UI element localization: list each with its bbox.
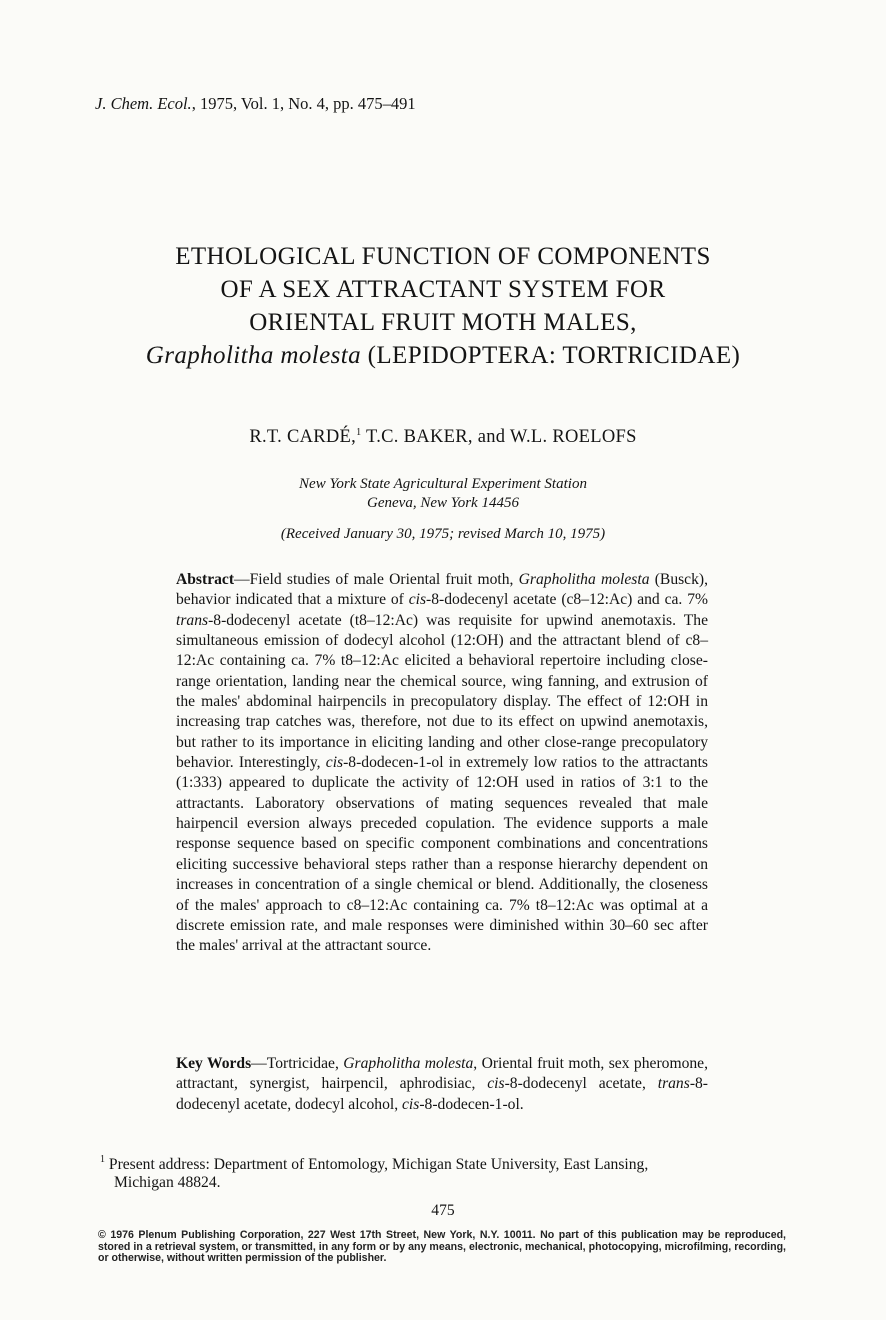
key-words-label: Key Words <box>176 1055 252 1072</box>
abstract-text-5: -8-dodecen-1-ol in extremely low ratios to the attractants (1:333) appeared to duplicate the activity of 12:OH used in ratios of 3:1 to the attractants. Laboratory observations of mating sequences revealed that male hairpencil eversion always preceded copulation. The evidence supports a male response sequence based on specific component combinations and concentrations eliciting successive behavioral steps rather than a response hierarchy dependent on increases in concentration of a single chemical or blend. Additionally, the closeness of the males' approach to c8–12:Ac containing ca. 7% t8–12:Ac was optimal at a discrete emission rate, and male responses were diminished within 30–60 sec after the males' arrival at the attractant source. <box>176 754 708 955</box>
keywords-italic-1: Grapholitha molesta <box>343 1055 474 1072</box>
footnote-mark: 1 <box>100 1154 105 1165</box>
footnote <box>100 1151 790 1192</box>
abstract-text-4: -8-dodecenyl acetate (t8–12:Ac) was requisite for upwind anemotaxis. The simultaneous emission of dodecyl alcohol (12:OH) and the attractant blend of c8–12:Ac containing ca. 7% t8–12:Ac elicited a behavioral repertoire including close-range orientation, landing near the chemical source, wing fanning, and extrusion of the males' abdominal hairpencils in precopulatory display. The effect of 12:OH in increasing trap catches was, therefore, not due to its effect on upwind anemotaxis, but rather to its importance in eliciting landing and other close-range precopulatory behavior. Interestingly, <box>176 611 708 772</box>
abstract-text-2: (Busck), behavior indicated that a mixture of <box>176 571 708 609</box>
citation-details: , 1975, Vol. 1, No. 4, pp. 475–491 <box>191 94 416 113</box>
abstract-text-3: -8-dodecenyl acetate (c8–12:Ac) and ca. 7% <box>426 591 708 609</box>
footnote-line-2: Michigan 48824. <box>114 1174 221 1191</box>
title-taxon: (LEPIDOPTERA: TORTRICIDAE) <box>361 342 741 369</box>
abstract-italic-1: Grapholitha molesta <box>518 571 650 588</box>
abstract-italic-2: cis <box>408 591 427 609</box>
keywords-text-5: -8-dodecen-1-ol. <box>419 1095 524 1113</box>
abstract-italic-3: trans <box>176 611 209 629</box>
abstract-label: Abstract <box>176 571 235 588</box>
title-line-3: ORIENTAL FRUIT MOTH MALES, <box>249 309 637 336</box>
keywords-italic-4: cis <box>402 1095 420 1113</box>
keywords-text-2: , Oriental fruit moth, sex pheromone, attractant, synergist, hairpencil, aphrodisiac, <box>176 1055 708 1093</box>
key-words <box>176 1054 708 1115</box>
copyright-notice: © 1976 Plenum Publishing Corporation, 227 West 17th Street, New York, N.Y. 10011. No part of this publication may be reproduced, stored in a retrieval system, or transmitted, in any form or by any means, electronic, mechanical, photocopying, microfilming, recording, or otherwise, without written permission of the publisher. <box>98 1229 786 1264</box>
abstract-text-1: —Field studies of male Oriental fruit moth, <box>234 571 519 588</box>
affiliation-line-1: New York State Agricultural Experiment Station <box>299 476 587 492</box>
author-1-footnote-mark: 1 <box>356 427 362 438</box>
title-line-2: OF A SEX ATTRACTANT SYSTEM FOR <box>220 276 666 303</box>
keywords-italic-2: cis <box>487 1075 505 1093</box>
keywords-text-4: -8-dodecenyl acetate, dodecyl alcohol, <box>176 1075 708 1113</box>
affiliation-line-2: Geneva, New York 14456 <box>367 495 519 511</box>
paper-title <box>60 240 826 372</box>
keywords-text-3: -8-dodecenyl acetate, <box>504 1075 658 1093</box>
received-dates: (Received January 30, 1975; revised March 10, 1975) <box>280 526 606 542</box>
journal-citation <box>95 94 416 114</box>
keywords-italic-3: trans <box>657 1075 690 1093</box>
footnote-line-1: Present address: Department of Entomology, Michigan State University, East Lansing, <box>105 1156 649 1173</box>
abstract <box>176 570 708 957</box>
other-authors: T.C. BAKER, and W.L. ROELOFS <box>361 427 637 447</box>
abstract-italic-4: cis <box>325 754 344 772</box>
keywords-text-1: —Tortricidae, <box>251 1055 344 1072</box>
title-line-4 <box>60 339 826 372</box>
author-1: R.T. CARDÉ, <box>249 427 357 447</box>
journal-name: J. Chem. Ecol. <box>95 94 192 113</box>
author-list <box>60 427 826 448</box>
title-species: Grapholitha molesta <box>145 342 362 369</box>
page-number: 475 <box>431 1202 455 1219</box>
affiliation <box>60 475 826 513</box>
title-line-1: ETHOLOGICAL FUNCTION OF COMPONENTS <box>175 243 711 270</box>
